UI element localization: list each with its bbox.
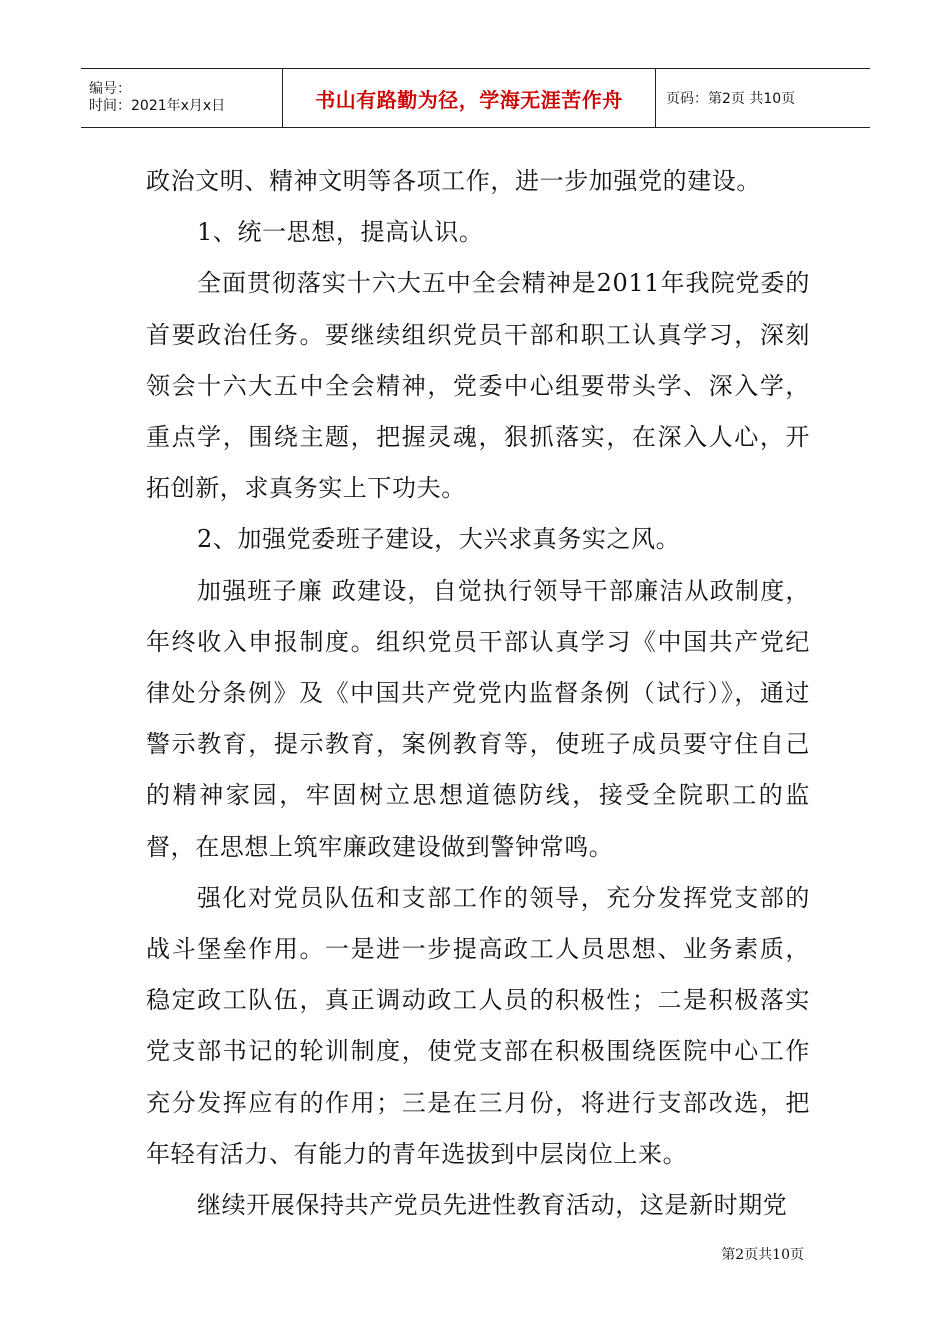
body-paragraph: 强化对党员队伍和支部工作的领导，充分发挥党支部的战斗堡垒作用。一是进一步提高政工人员思想、业务素质，稳定政工队伍，真正调动政工人员的积极性；二是积极落实党支部书记的轮训制度，使党支部在积极围绕医院中心工作充分发挥应有的作用；三是在三月份，将进行支部改选，把年轻有活力、有能力的青年选拔到中层岗位上来。 bbox=[146, 883, 810, 1168]
section-heading: 1、统一思想，提高认识。 bbox=[197, 218, 484, 247]
footer-page-number: 第2页共10页 bbox=[721, 1247, 804, 1263]
body-paragraph: 政治文明、精神文明等各项工作，进一步加强党的建设。 bbox=[146, 167, 761, 195]
body-paragraph: 加强班子廉 政建设，自觉执行领导干部廉洁从政制度，年终收入申报制度。组织党员干部认真学习《中国共产党纪律处分条例》及《中国共产党党内监督条例（试行）》，通过警示教育，提示教育，案例教育等，使班子成员要守住自己的精神家园，牢固树立思想道德防线，接受全院职工的监督，在思想上筑牢廉政建设做到警钟常鸣。 bbox=[146, 576, 810, 861]
body-paragraph: 全面贯彻落实十六大五中全会精神是2011年我院党委的首要政治任务。要继续组织党员干部和职工认真学习，深刻领会十六大五中全会精神，党委中心组要带头学、深入学，重点学，围绕主题，把握灵魂，狠抓落实，在深入人心，开拓创新，求真务实上下功夫。 bbox=[146, 269, 810, 503]
page-footer bbox=[721, 1244, 804, 1264]
motto-text: 书山有路勤为径，学海无涯苦作舟 bbox=[315, 87, 623, 112]
header-meta bbox=[81, 69, 282, 127]
header-page-code bbox=[656, 69, 870, 127]
page-header bbox=[81, 68, 870, 128]
body-paragraph: 继续开展保持共产党员先进性教育活动，这是新时期党 bbox=[197, 1191, 788, 1220]
section-heading: 2、加强党委班子建设，大兴求真务实之风。 bbox=[197, 525, 681, 554]
page-code-text: 页码：第2页 共10页 bbox=[666, 91, 796, 107]
header-motto bbox=[282, 69, 656, 127]
document-body bbox=[146, 156, 810, 1231]
document-time-label: 时间：2021年x月x日 bbox=[89, 98, 226, 114]
document-number-label: 编号： bbox=[89, 81, 131, 97]
